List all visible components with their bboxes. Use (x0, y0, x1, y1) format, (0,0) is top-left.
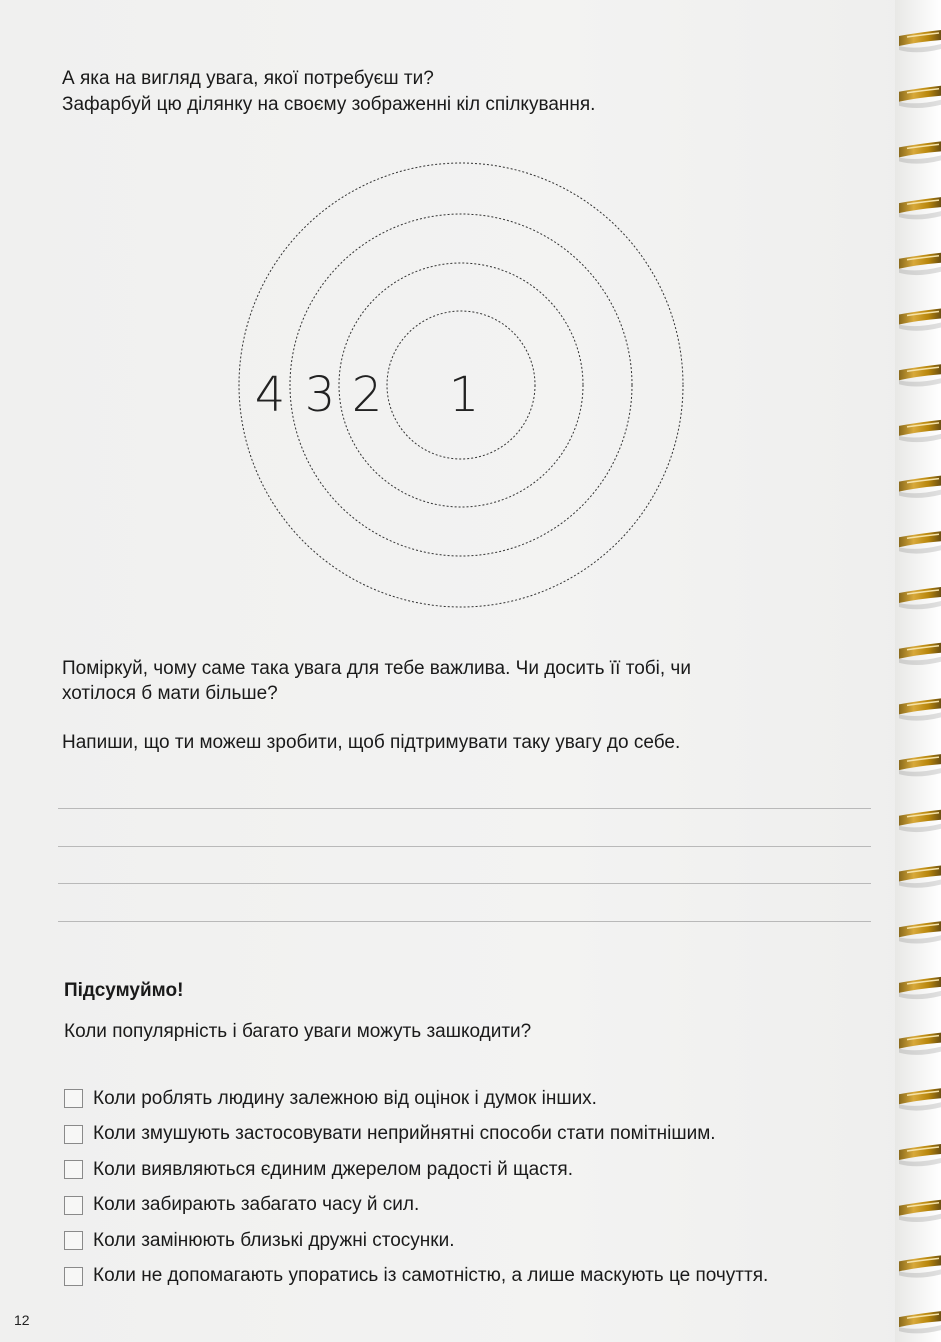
intro-line-2: Зафарбуй цю ділянку на своєму зображенні кіл спілкування. (62, 94, 596, 115)
reflection-paragraph-1: Поміркуй, чому саме така увага для тебе важлива. Чи досить її тобі, чи хотілося б мати більше? (62, 658, 691, 704)
reflection-paragraph-2: Напиши, що ти можеш зробити, щоб підтримувати таку увагу до себе. (62, 732, 681, 753)
writing-line[interactable] (58, 808, 871, 809)
checklist-item-label: Коли виявляються єдиним джерелом радості й щастя. (93, 1158, 573, 1180)
checkbox[interactable] (64, 1231, 83, 1250)
checkbox[interactable] (64, 1125, 83, 1144)
checklist-item[interactable] (64, 1081, 768, 1117)
checklist-item[interactable] (64, 1259, 768, 1295)
writing-line[interactable] (58, 846, 871, 847)
communication-circles-diagram (230, 150, 700, 620)
writing-lines[interactable] (58, 808, 871, 958)
checkbox[interactable] (64, 1089, 83, 1108)
circle-label-3: 3 (304, 367, 336, 423)
writing-line[interactable] (58, 921, 871, 922)
checklist-item[interactable] (64, 1223, 768, 1259)
intro-line-1: А яка на вигляд увага, якої потребуєш ти? (62, 68, 434, 89)
checklist-item-label: Коли не допомагають упоратись із самотністю, а лише маскують це почуття. (93, 1265, 769, 1287)
checklist-item[interactable] (64, 1117, 768, 1153)
summary-question: Коли популярність і багато уваги можуть зашкодити? (64, 1021, 532, 1042)
checkbox[interactable] (64, 1267, 83, 1286)
writing-line[interactable] (58, 883, 871, 884)
checklist-item-label: Коли забирають забагато часу й сил. (93, 1194, 420, 1216)
checklist-item-label: Коли замінюють близькі дружні стосунки. (93, 1229, 455, 1251)
intro-text (62, 66, 595, 118)
circle-label-1: 1 (448, 367, 480, 423)
checklist-item-label: Коли роблять людину залежною від оцінок і думок інших. (93, 1087, 597, 1109)
checklist-item-label: Коли змушують застосовувати неприйнятні способи стати помітнішим. (93, 1123, 716, 1145)
page-number: 12 (14, 1312, 30, 1328)
checklist-item[interactable] (64, 1152, 768, 1188)
checklist-item[interactable] (64, 1188, 768, 1224)
checkbox[interactable] (64, 1196, 83, 1215)
checklist (64, 1081, 768, 1294)
summary-title: Підсумуймо! (64, 980, 184, 1001)
circle-label-4: 4 (254, 367, 286, 423)
circle-label-2: 2 (351, 367, 383, 423)
checkbox[interactable] (64, 1160, 83, 1179)
reflection-text (62, 656, 702, 779)
spiral-binding-icon (895, 0, 941, 1342)
